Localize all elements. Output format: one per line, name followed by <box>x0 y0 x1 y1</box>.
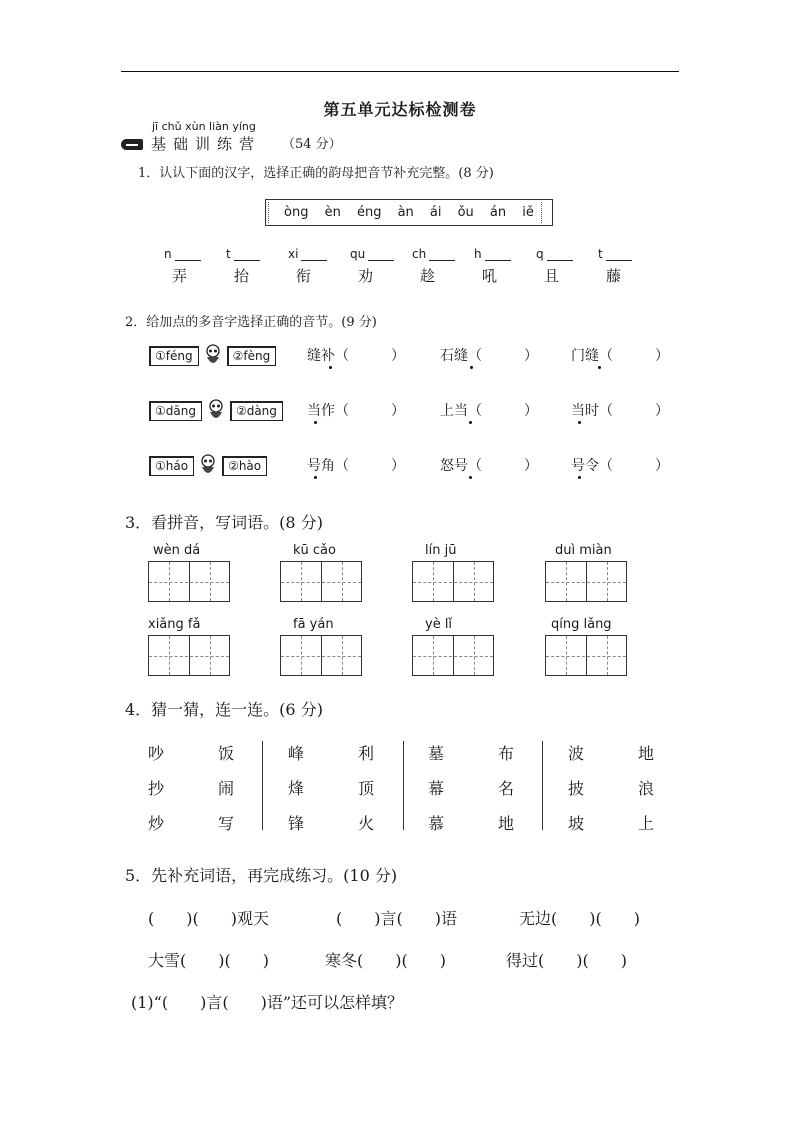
writing-grid[interactable] <box>280 635 362 676</box>
match-item[interactable]: 抄 <box>148 779 165 798</box>
match-item[interactable]: 地 <box>498 814 515 833</box>
match-item[interactable]: 上 <box>638 814 655 833</box>
section-title: 基础训练营 <box>151 135 262 153</box>
q2-word: 号令（ ） <box>571 458 669 474</box>
match-item[interactable]: 写 <box>218 814 235 833</box>
grid-pinyin: duì miàn <box>555 543 612 558</box>
emphasis-dot <box>329 366 332 369</box>
match-item[interactable]: 峰 <box>288 744 305 763</box>
q2-word: 当作（ ） <box>307 403 405 419</box>
q2-option-2: ②fèng <box>227 346 277 366</box>
emphasis-dot <box>469 476 472 479</box>
grid-pinyin: fā yán <box>293 617 334 632</box>
owl-icon <box>203 343 223 369</box>
q1-option: òng <box>284 205 309 220</box>
q1-char: 抬 <box>234 267 250 285</box>
q1-char: 衔 <box>296 267 312 285</box>
q1-item <box>412 247 474 286</box>
q2-word: 石缝（ ） <box>440 348 538 364</box>
match-item[interactable]: 披 <box>568 779 585 798</box>
q1-char: 藤 <box>606 267 622 285</box>
match-item[interactable]: 吵 <box>148 744 165 763</box>
q2-word: 上当（ ） <box>440 403 538 419</box>
column-divider <box>403 741 404 830</box>
q4-prompt: 4．猜一猜，连一连。(6 分) <box>125 700 323 719</box>
idiom-fill[interactable]: 大雪( )( ) <box>148 951 269 970</box>
match-item[interactable]: 炒 <box>148 814 165 833</box>
q1-initial: n <box>164 247 172 261</box>
match-item[interactable]: 火 <box>358 814 375 833</box>
match-left-column <box>148 741 164 846</box>
emphasis-dot <box>314 476 317 479</box>
writing-grid[interactable] <box>545 561 627 602</box>
section-pinyin: jī chǔ xùn liàn yíng <box>152 120 256 133</box>
q2-word: 缝补（ ） <box>307 348 405 364</box>
match-item[interactable]: 慕 <box>428 814 445 833</box>
answer-blank[interactable] <box>547 249 573 261</box>
q1-initial: q <box>536 247 544 261</box>
q2-word: 号角（ ） <box>307 458 405 474</box>
answer-blank[interactable] <box>301 249 327 261</box>
q1-item <box>226 247 288 286</box>
grid-pinyin: wèn dá <box>153 543 201 558</box>
q1-initial: qu <box>350 247 366 261</box>
q2-option-1: ①dāng <box>149 401 202 421</box>
section-badge-icon <box>121 139 143 150</box>
match-item[interactable]: 波 <box>568 744 585 763</box>
answer-blank[interactable] <box>429 249 455 261</box>
q1-initial: xi <box>288 247 299 261</box>
match-item[interactable]: 烽 <box>288 779 305 798</box>
emphasis-dot <box>314 421 317 424</box>
q2-option-1: ①háo <box>149 456 194 476</box>
idiom-fill[interactable]: 寒冬( )( ) <box>325 951 446 970</box>
match-item[interactable]: 坡 <box>568 814 585 833</box>
q1-char: 弄 <box>172 267 188 285</box>
answer-blank[interactable] <box>234 249 260 261</box>
grid-pinyin: yè lǐ <box>425 617 453 632</box>
owl-icon <box>206 398 226 424</box>
grid-pinyin: kū cǎo <box>293 543 336 558</box>
match-item[interactable]: 地 <box>638 744 655 763</box>
q1-initial: t <box>598 247 603 261</box>
owl-icon <box>198 453 218 479</box>
q2-option-2: ②dàng <box>230 401 283 421</box>
q1-option: án <box>489 205 507 220</box>
match-item[interactable]: 顶 <box>358 779 375 798</box>
answer-blank[interactable] <box>175 249 201 261</box>
writing-grid[interactable] <box>412 561 494 602</box>
q3-prompt: 3．看拼音，写词语。(8 分) <box>125 513 323 532</box>
answer-blank[interactable] <box>485 249 511 261</box>
q1-item <box>536 247 598 286</box>
q2-word: 当时（ ） <box>571 403 669 419</box>
writing-grid[interactable] <box>148 635 230 676</box>
q2-row <box>149 343 276 369</box>
writing-grid[interactable] <box>545 635 627 676</box>
match-item[interactable]: 墓 <box>428 744 445 763</box>
q1-option: èn <box>324 205 341 220</box>
emphasis-dot <box>470 366 473 369</box>
q2-option-1: ①féng <box>149 346 199 366</box>
q1-char: 吼 <box>482 267 498 285</box>
q1-char: 趁 <box>420 267 436 285</box>
emphasis-dot <box>469 421 472 424</box>
q1-char: 且 <box>544 267 560 285</box>
match-left-column <box>568 741 584 846</box>
q1-item <box>350 247 412 286</box>
q1-item <box>598 247 660 286</box>
q1-option: ái <box>429 205 442 220</box>
q2-row <box>149 453 267 479</box>
match-item[interactable]: 名 <box>498 779 515 798</box>
q2-prompt: 2．给加点的多音字选择正确的音节。(9 分) <box>125 315 377 330</box>
match-right-column <box>638 741 654 846</box>
q1-option: àn <box>397 205 414 220</box>
emphasis-dot <box>598 366 601 369</box>
page-title: 第五单元达标检测卷 <box>323 100 477 119</box>
q2-option-2: ②hào <box>222 456 267 476</box>
q2-row <box>149 398 283 424</box>
column-divider <box>542 741 543 830</box>
q1-item <box>164 247 226 286</box>
q1-items <box>164 247 660 286</box>
grid-pinyin: qíng lǎng <box>551 617 612 632</box>
match-item[interactable]: 布 <box>498 744 515 763</box>
q5-prompt: 5．先补充词语，再完成练习。(10 分) <box>125 866 398 885</box>
match-item[interactable]: 利 <box>358 744 375 763</box>
match-right-column <box>218 741 234 846</box>
writing-grid[interactable] <box>280 561 362 602</box>
idiom-fill[interactable]: ( )言( )语 <box>336 909 457 928</box>
q2-word: 门缝（ ） <box>571 348 669 364</box>
q1-prompt: 1．认认下面的汉字，选择正确的韵母把音节补充完整。(8 分) <box>138 166 494 181</box>
q1-option: éng <box>356 205 382 220</box>
grid-pinyin: lín jū <box>425 543 457 558</box>
q1-options-box <box>265 199 553 226</box>
q2-word: 怒号（ ） <box>440 458 538 474</box>
section-score: （54 分） <box>282 137 342 152</box>
writing-grid[interactable] <box>412 635 494 676</box>
match-right-column <box>358 741 374 846</box>
idiom-fill[interactable]: 得过( )( ) <box>506 951 627 970</box>
answer-blank[interactable] <box>606 249 632 261</box>
q1-initial: ch <box>412 247 427 261</box>
match-right-column <box>498 741 514 846</box>
match-item[interactable]: 锋 <box>288 814 305 833</box>
q1-initial: t <box>226 247 231 261</box>
match-item[interactable]: 浪 <box>638 779 655 798</box>
match-item[interactable]: 闹 <box>218 779 235 798</box>
q1-char: 劝 <box>358 267 374 285</box>
top-rule <box>121 71 679 72</box>
match-left-column <box>288 741 304 846</box>
q1-item <box>288 247 350 286</box>
q1-initial: h <box>474 247 482 261</box>
q1-item <box>474 247 536 286</box>
grid-pinyin: xiǎng fǎ <box>148 617 201 632</box>
q1-option: ǒu <box>457 205 474 220</box>
match-left-column <box>428 741 444 846</box>
emphasis-dot <box>578 421 581 424</box>
idiom-fill[interactable]: 无边( )( ) <box>519 909 640 928</box>
q1-option: iě <box>522 205 534 220</box>
answer-blank[interactable] <box>368 249 394 261</box>
emphasis-dot <box>578 476 581 479</box>
writing-grid[interactable] <box>148 561 230 602</box>
idiom-fill[interactable]: ( )( )观天 <box>148 909 269 928</box>
q5-subquestion: (1)“( )言( )语”还可以怎样填？ <box>131 993 403 1012</box>
match-item[interactable]: 饭 <box>218 744 235 763</box>
match-item[interactable]: 幕 <box>428 779 445 798</box>
column-divider <box>262 741 263 830</box>
